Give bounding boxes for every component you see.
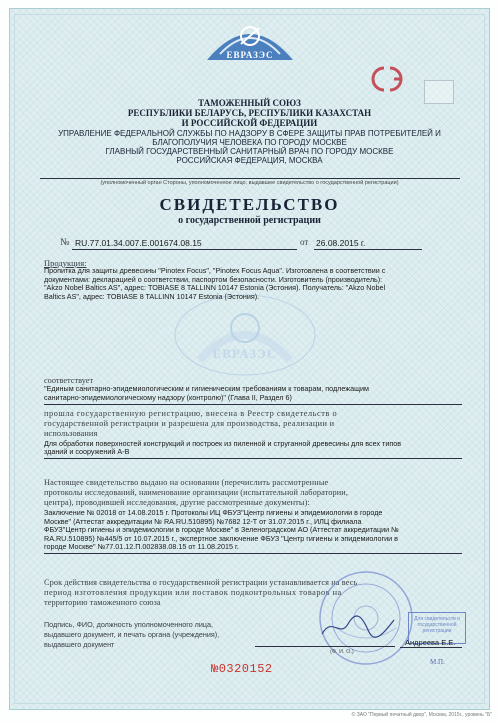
basis-intro-1: Настоящее свидетельство выдано на основании (перечислить рассмотренные — [44, 478, 329, 487]
number-underline — [72, 249, 297, 250]
authority-line-1: УПРАВЛЕНИЕ ФЕДЕРАЛЬНОЙ СЛУЖБЫ ПО НАДЗОРУ В СФЕРЕ ЗАЩИТЫ ПРАВ ПОТРЕБИТЕЛЕЙ И — [58, 129, 441, 138]
product-line-1: Пропитка для защиты древесины "Pinotex Focus", "Pinotex Focus Aqua". Изготовлена в соответствии с — [44, 266, 386, 275]
number-sign: № — [60, 237, 70, 248]
registration-date: 26.08.2015 г. — [316, 238, 366, 248]
state-reg-line-3: использования — [44, 429, 98, 438]
basis-underline — [44, 553, 462, 554]
basis-line-5: городе Москве" №77.01.12.П.002838.08.15 от 11.08.2015 г. — [44, 542, 239, 551]
product-line-4: Baltics AS", адрес: TOBIASE 8 TALLINN 10147 Estonia (Эстония). — [44, 291, 260, 301]
authority-line-2: БЛАГОПОЛУЧИЯ ЧЕЛОВЕКА ПО ГОРОДУ МОСКВЕ — [152, 138, 347, 147]
authority-line-3: ГЛАВНЫЙ ГОСУДАРСТВЕННЫЙ САНИТАРНЫЙ ВРАЧ ПО ГОРОДУ МОСКВЕ — [105, 147, 394, 156]
certificate-title: СВИДЕТЕЛЬСТВО — [159, 195, 340, 214]
usage-underline — [44, 458, 462, 459]
certificate-subtitle: о государственной регистрации — [178, 215, 321, 226]
basis-line-3: ФБУЗ"Центр гигиены и эпидемиологии в городе Москве" в Зеленоградском АО (Аттестат аккредитации № — [44, 525, 399, 534]
rectangular-stamp: Для свидетельств о государственной регистрации — [408, 612, 466, 644]
union-line-2: РЕСПУБЛИКИ БЕЛАРУСЬ, РЕСПУБЛИКИ КАЗАХСТАН — [127, 108, 372, 118]
date-from-label: от — [300, 237, 309, 247]
compliance-line-1: "Единым санитарно-эпидемиологическим и гигиеническим требованиям к товарам, подлежащим — [44, 384, 369, 393]
handwritten-signature — [318, 612, 398, 642]
authority-line-4: РОССИЙСКАЯ ФЕДЕРАЦИЯ, МОСКВА — [176, 156, 323, 165]
product-line-3: "Akzo Nobel Baltics AS", адрес: TOBIASE 8 TALLINN 10147 Estonia (Эстония). Получатель: "Akzo Nobel — [44, 283, 386, 292]
compliance-underline — [44, 404, 462, 405]
basis-line-4: RA.RU.510895) №445/5 от 10.07.2015 г., экспертное заключение ФБУЗ "Центр гигиены и эпидемиологии в — [44, 533, 398, 543]
validity-line-1: Срок действия свидетельства о государственной регистрации устанавливается на весь — [44, 578, 358, 587]
validity-line-2: период изготовления продукции или поставок подконтрольных товаров на — [44, 588, 342, 597]
product-line-2: документами: декларацией о соответствии, паспортом безопасности. Изготовитель (производитель): — [44, 274, 383, 284]
serial-number: №0320152 — [211, 662, 273, 676]
state-reg-line-1: прошла государственную регистрацию, внесена в Реестр свидетельств о — [44, 409, 338, 418]
basis-intro-3: центра), проводившей исследования, другие рассмотренные документы): — [44, 498, 310, 507]
union-line-3: И РОССИЙСКОЙ ФЕДЕРАЦИИ — [181, 118, 318, 128]
mp-mark: М.П. — [430, 658, 445, 666]
signature-caption-1: Подпись, ФИО, должность уполномоченного лица, — [44, 620, 214, 629]
signature-caption-3: выдавшего документ — [44, 640, 115, 649]
authority-note: (уполномоченный орган Стороны, уполномоченное лицо, выдавшее свидетельство о государственной регистрации) — [100, 180, 399, 186]
signature-underline — [255, 646, 395, 647]
basis-line-1: Заключение № 02018 от 14.08.2015 г. Протоколы ИЦ ФБУЗ"Центр гигиены и эпидемиологии в городе — [44, 508, 383, 517]
usage-line-2: зданий и сооружений А-В — [44, 447, 130, 456]
date-underline — [314, 249, 422, 250]
basis-intro-2: протоколы исследований, наименование организации (испытательной лаборатории, — [44, 488, 349, 497]
logo-text: ЕВРАЗЭС — [226, 50, 274, 60]
se-mark-icon — [366, 64, 410, 94]
compliance-line-2: санитарно-эпидемиологическому надзору (контролю)" (Глава II, Раздел 6) — [44, 392, 292, 402]
basis-line-2: Москве" (Аттестат аккредитации № RA.RU.510895) №7682 12-Т от 31.07.2015 г., ИЛЦ филиала — [44, 516, 362, 526]
product-label: Продукция: — [44, 258, 87, 268]
usage-line-1: Для обработки поверхностей конструкций и построек из пиленной и струганной древесины для всех типов — [44, 438, 402, 448]
name-underline — [400, 647, 462, 648]
authority-underline — [40, 178, 460, 179]
eurasec-watermark — [170, 290, 320, 380]
registration-number: RU.77.01.34.007.E.001674.08.15 — [75, 238, 202, 248]
state-reg-line-2: государственной регистрации и разрешена для производства, реализации и — [44, 419, 335, 428]
compliance-label: соответствует — [44, 376, 94, 385]
watermark-text: ЕВРАЗЭС — [212, 346, 278, 361]
union-line-1: ТАМОЖЕННЫЙ СОЮЗ — [198, 98, 301, 108]
signer-name: Андреева Е.Е. — [405, 638, 456, 647]
name-caption: (Ф. И. О.) — [330, 649, 354, 655]
validity-line-3: территорию таможенного союза — [44, 598, 161, 607]
signature-caption-2: выдавшего документ, и печать органа (учреждения), — [44, 630, 220, 639]
printer-note: © ЗАО "Первый печатный двор", Москва, 2015г., уровень "Б" — [351, 712, 492, 718]
